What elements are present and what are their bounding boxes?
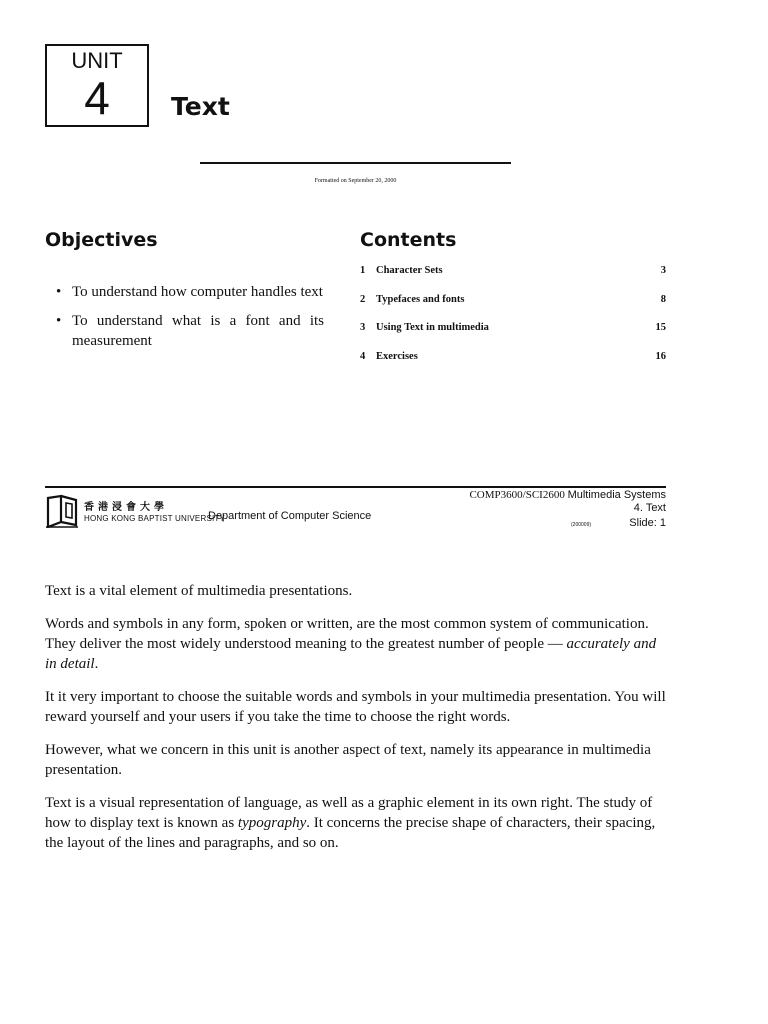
paragraph: However, what we concern in this unit is another aspect of text, namely its appearance in multimedia presentation. <box>45 742 651 778</box>
toc-page: 16 <box>655 351 666 362</box>
paragraph: It it very important to choose the suitable words and symbols in your multimedia presentation. You will reward yourself and your users if you take the time to choose the right words. <box>45 689 666 725</box>
objective-text: To understand what is a font and its measurement <box>72 313 324 349</box>
objective-item <box>56 282 324 302</box>
objectives-list <box>56 282 324 360</box>
version-code: (200009) <box>571 522 592 528</box>
unit-number: 4 <box>84 72 110 124</box>
toc-number: 4 <box>360 351 366 362</box>
unit-box <box>45 44 149 127</box>
toc-title: Character Sets <box>376 265 443 276</box>
emphasis-text: accurately and in detail <box>45 636 657 672</box>
toc-entry[interactable] <box>360 351 666 365</box>
toc-entry[interactable] <box>360 265 666 279</box>
course-title <box>469 489 666 501</box>
toc-number: 1 <box>360 265 366 276</box>
body-text <box>45 581 670 866</box>
objective-text: To understand how computer handles text <box>72 284 323 300</box>
unit-reference: 4. Text <box>633 502 666 514</box>
toc-entry[interactable] <box>360 294 666 308</box>
paragraph-text: . <box>94 656 99 672</box>
paragraph <box>45 614 670 674</box>
paragraph: Text is a vital element of multimedia presentations. <box>45 583 353 599</box>
toc-page: 3 <box>660 265 666 276</box>
university-name-chinese: 香港浸會大學 <box>84 502 168 513</box>
course-name: Multimedia Systems <box>567 489 666 501</box>
department-name: Department of Computer Science <box>208 510 372 522</box>
objective-item <box>56 311 324 351</box>
paragraph-text: Words and symbols in any form, spoken or written, are the most common system of communication. They deliver the most widely understood meaning to the greatest number of people — <box>45 616 649 652</box>
bullet-icon: • <box>56 284 62 300</box>
course-code: COMP3600/SCI2600 <box>469 489 565 501</box>
toc-page: 8 <box>660 294 666 305</box>
unit-label: UNIT <box>71 48 123 73</box>
toc-entry[interactable] <box>360 322 666 336</box>
title-divider <box>200 162 511 164</box>
paragraph-text: Text is a visual representation of language, as well as a graphic element in its own right. The study of how to display text is known as <box>45 795 653 831</box>
university-name-english: HONG KONG BAPTIST UNIVERSITY <box>84 514 226 523</box>
toc-title: Typefaces and fonts <box>376 294 465 305</box>
toc-page: 15 <box>655 322 666 333</box>
objectives-heading: Objectives <box>45 229 158 251</box>
paragraph <box>45 793 670 853</box>
paragraph-text: . It concerns the precise shape of characters, their spacing, the layout of the lines and paragraphs, and so on. <box>45 815 656 851</box>
page-title: Text <box>171 92 230 121</box>
toc-title: Using Text in multimedia <box>376 322 489 333</box>
slide-number: Slide: 1 <box>629 517 666 529</box>
footer-divider <box>45 486 666 488</box>
toc-title: Exercises <box>376 351 418 362</box>
formatted-date: Formatted on September 20, 2000 <box>314 178 397 184</box>
contents-heading: Contents <box>360 229 457 251</box>
university-logo-icon <box>46 494 78 528</box>
emphasis-text: typography <box>237 815 307 831</box>
toc-number: 2 <box>360 294 366 305</box>
bullet-icon: • <box>56 313 62 329</box>
toc-number: 3 <box>360 322 366 333</box>
